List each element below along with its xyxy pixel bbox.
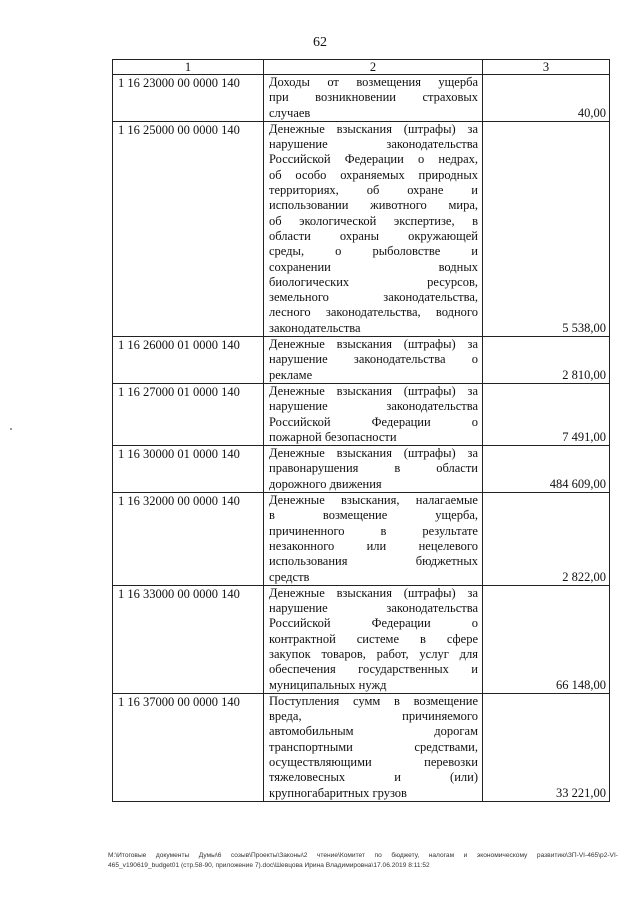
scan-speck — [10, 428, 12, 430]
description-line: средств — [269, 569, 310, 584]
description-line: Российской Федерации о — [269, 414, 478, 429]
table-row — [113, 75, 610, 122]
footer-line: М:\Итоговые документы Думы\6 созыв\Проекты\Законы\2 чтение\Комитет по бюджету, налогам и экономическому развитию\ЗП-VI-465\р2-VI- — [108, 852, 618, 859]
description-line: Денежные взыскания (штрафы) за — [269, 383, 478, 398]
column-number-3: 3 — [483, 60, 610, 75]
description-line: контрактной системе в сфере — [269, 631, 478, 646]
description-line: в возмещение ущерба, — [269, 508, 478, 523]
revenue-description — [264, 337, 483, 384]
description-line: пожарной безопасности — [269, 429, 397, 444]
description-line: незаконного или нецелевого — [269, 538, 478, 553]
description-line: Доходы от возмещения ущерба — [269, 75, 478, 89]
description-line: земельного законодательства, — [269, 290, 478, 305]
budget-classification-code: 1 16 26000 01 0000 140 — [113, 337, 264, 384]
amount-value: 5 538,00 — [483, 121, 610, 336]
description-line: использования бюджетных — [269, 554, 478, 569]
description-line: Денежные взыскания, налагаемые — [269, 493, 478, 508]
description-line: законодательства — [269, 320, 361, 335]
budget-classification-code: 1 16 30000 01 0000 140 — [113, 446, 264, 493]
description-line: Денежные взыскания (штрафы) за — [269, 337, 478, 352]
description-line: дорожного движения — [269, 476, 382, 491]
description-line: нарушение законодательства о — [269, 352, 478, 367]
description-line: Денежные взыскания (штрафы) за — [269, 446, 478, 461]
budget-classification-code: 1 16 33000 00 0000 140 — [113, 585, 264, 693]
description-line: осуществляющими перевозки — [269, 755, 478, 770]
description-line: Поступления сумм в возмещение — [269, 693, 478, 708]
budget-classification-code: 1 16 27000 01 0000 140 — [113, 383, 264, 445]
description-line: муниципальных нужд — [269, 677, 387, 692]
description-line: лесного законодательства, водного — [269, 305, 478, 320]
description-line: нарушение законодательства — [269, 137, 478, 152]
table-row — [113, 337, 610, 384]
document-file-path-footer — [108, 851, 618, 871]
column-number-2: 2 — [264, 60, 483, 75]
page-number: 62 — [313, 35, 327, 50]
description-line: нарушение законодательства — [269, 399, 478, 414]
description-line: автомобильным дорогам — [269, 724, 478, 739]
budget-revenue-table — [112, 59, 610, 802]
table-row — [113, 121, 610, 336]
revenue-description — [264, 121, 483, 336]
description-line: рекламе — [269, 367, 313, 382]
amount-value: 66 148,00 — [483, 585, 610, 693]
amount-value: 2 822,00 — [483, 493, 610, 586]
table-row — [113, 585, 610, 693]
description-line: области охраны окружающей — [269, 228, 478, 243]
amount-value: 7 491,00 — [483, 383, 610, 445]
revenue-description — [264, 446, 483, 493]
revenue-description — [264, 493, 483, 586]
table-row — [113, 493, 610, 586]
footer-line: 465_v190619_budget01 (стр.58-90, приложение 7).doc\Шевцова Ирина Владимировна\17.06.2019 8:11:52 — [108, 862, 430, 869]
description-line: случаев — [269, 105, 311, 120]
description-line: обеспечения государственных и — [269, 662, 478, 677]
column-number-1: 1 — [113, 60, 264, 75]
amount-value: 33 221,00 — [483, 693, 610, 801]
description-line: нарушение законодательства — [269, 601, 478, 616]
revenue-description — [264, 75, 483, 122]
description-line: тяжеловесных и (или) — [269, 770, 478, 785]
amount-value: 40,00 — [483, 75, 610, 122]
description-line: Денежные взыскания (штрафы) за — [269, 121, 478, 136]
description-line: об экологической экспертизе, в — [269, 213, 478, 228]
description-line: вреда, причиняемого — [269, 709, 478, 724]
description-line: причиненного в результате — [269, 523, 478, 538]
revenue-description — [264, 693, 483, 801]
description-line: Денежные взыскания (штрафы) за — [269, 585, 478, 600]
column-number-row — [113, 60, 610, 75]
description-line: использовании животного мира, — [269, 198, 478, 213]
description-line: биологических ресурсов, — [269, 274, 478, 289]
table-row — [113, 383, 610, 445]
description-line: правонарушения в области — [269, 461, 478, 476]
budget-classification-code: 1 16 23000 00 0000 140 — [113, 75, 264, 122]
revenue-description — [264, 585, 483, 693]
budget-classification-code: 1 16 37000 00 0000 140 — [113, 693, 264, 801]
revenue-description — [264, 383, 483, 445]
description-line: среды, о рыболовстве и — [269, 244, 478, 259]
description-line: закупок товаров, работ, услуг для — [269, 646, 478, 661]
budget-classification-code: 1 16 32000 00 0000 140 — [113, 493, 264, 586]
description-line: Российской Федерации о недрах, — [269, 152, 478, 167]
table-row — [113, 446, 610, 493]
description-line: об особо охраняемых природных — [269, 167, 478, 182]
table-row — [113, 693, 610, 801]
description-line: сохранении водных — [269, 259, 478, 274]
description-line: территориях, об охране и — [269, 183, 478, 198]
description-line: транспортными средствами, — [269, 739, 478, 754]
description-line: крупногабаритных грузов — [269, 785, 407, 800]
amount-value: 2 810,00 — [483, 337, 610, 384]
budget-classification-code: 1 16 25000 00 0000 140 — [113, 121, 264, 336]
description-line: Российской Федерации о — [269, 616, 478, 631]
amount-value: 484 609,00 — [483, 446, 610, 493]
description-line: при возникновении страховых — [269, 90, 478, 105]
